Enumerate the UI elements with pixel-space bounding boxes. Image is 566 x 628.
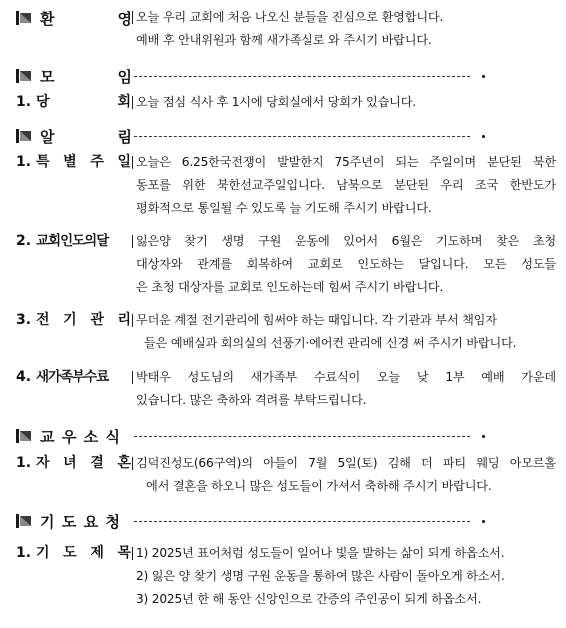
flag-bullet-icon	[16, 129, 32, 143]
item-label: 특 별 주 일	[36, 154, 131, 170]
text-line: 있습니다. 많은 축하와 격려를 부탁드립니다.	[136, 393, 367, 407]
item-number: 1.	[16, 545, 32, 561]
section-divider-line	[134, 136, 470, 137]
item-number: 1.	[16, 154, 32, 170]
section-divider-dot	[482, 135, 485, 138]
flag-bullet-icon	[16, 514, 32, 528]
item-text	[136, 230, 556, 299]
text-line: 1) 2025년 표어처럼 성도들이 일어나 빛을 발하는 삶이 되게 하옵소서.	[136, 546, 505, 560]
item-text	[136, 366, 556, 412]
item-number: 1.	[16, 94, 32, 110]
text-line: 박태우 성도님의 새가족부 수료식이 오늘 낮 1부 예배 가운데	[136, 370, 556, 384]
text-line: 오늘 점심 식사 후 1시에 당회실에서 당회가 있습니다.	[136, 95, 416, 109]
section-divider-dot	[482, 75, 485, 78]
text-line: 동포를 위한 북한선교주일입니다. 남북으로 분단된 우리 조국 한반도가	[136, 178, 556, 192]
separator-bar	[132, 235, 133, 248]
text-line: 대상자와 관계를 회복하여 교회로 인도하는 달입니다. 모든 성도들	[136, 257, 556, 271]
welcome-text	[136, 6, 556, 52]
item-number: 2.	[16, 233, 32, 249]
section-divider-line	[134, 76, 470, 77]
flag-bullet-icon	[16, 429, 32, 443]
section-welcome-header	[16, 8, 132, 28]
section-divider-dot	[482, 520, 485, 523]
item-number: 3.	[16, 312, 32, 328]
section-welcome-title: 환 영	[40, 9, 132, 28]
item-label: 새가족부수료	[36, 369, 109, 385]
separator-bar	[132, 96, 133, 109]
item-text	[136, 542, 556, 611]
text-line: 예배 후 안내위원과 함께 새가족실로 와 주시기 바랍니다.	[136, 33, 432, 47]
text-line: 은 초청 대상자를 교회로 인도하는데 힘써 주시기 바랍니다.	[136, 280, 444, 294]
item-label: 기 도 제 목	[36, 545, 131, 561]
text-line: 잃은양 찾기 생명 구원 운동에 있어서 6월은 기도하며 찾은 초청	[136, 234, 556, 248]
item-text	[136, 309, 556, 355]
separator-bar	[132, 371, 133, 384]
section-prayer-title: 기 도 요 청	[40, 512, 120, 531]
flag-bullet-icon	[16, 11, 32, 25]
text-line: 무더운 계절 전기관리에 힘써야 하는 때입니다. 각 기관과 부서 책임자	[136, 313, 497, 327]
item-text	[136, 452, 556, 498]
text-line: 오늘 우리 교회에 처음 나오신 분들을 진심으로 환영합니다.	[136, 10, 444, 24]
section-notice-title: 알 림	[40, 127, 132, 146]
item-label: 자 녀 결 혼	[36, 455, 131, 471]
separator-bar	[132, 457, 133, 470]
item-label: 당 회	[36, 94, 131, 110]
item-label: 전 기 관 리	[36, 312, 131, 328]
flag-bullet-icon	[16, 69, 32, 83]
text-line: 에서 결혼을 하오니 많은 성도들이 가셔서 축하해 주시기 바랍니다.	[146, 479, 492, 493]
item-label: 교회인도의달	[36, 233, 109, 249]
section-church-news-title: 교 우 소 식	[40, 427, 120, 446]
section-meeting-title: 모 임	[40, 67, 132, 86]
text-line: 오늘은 6.25한국전쟁이 발발한지 75주년이 되는 주일이며 분단된 북한	[136, 155, 556, 169]
text-line: 평화적으로 통일될 수 있도록 늘 기도해 주시기 바랍니다.	[136, 201, 432, 215]
text-line: 들은 예배실과 회의실의 선풍기·에어컨 관리에 신경 써 주시기 바랍니다.	[144, 336, 517, 350]
item-number: 4.	[16, 369, 32, 385]
section-church-news-header	[16, 426, 120, 446]
item-number: 1.	[16, 455, 32, 471]
separator-bar	[132, 547, 133, 560]
section-divider-dot	[482, 435, 485, 438]
separator-bar	[132, 314, 133, 327]
text-line: 3) 2025년 한 해 동안 신앙인으로 간증의 주인공이 되게 하옵소서.	[136, 592, 482, 606]
section-divider-line	[134, 521, 470, 522]
separator-bar	[132, 156, 133, 169]
section-prayer-header	[16, 511, 120, 531]
section-notice-header	[16, 126, 132, 146]
item-text	[136, 91, 556, 114]
item-text	[136, 151, 556, 220]
separator-bar	[132, 11, 133, 24]
section-divider-line	[134, 436, 470, 437]
text-line: 2) 잃은 양 찾기 생명 구원 운동을 통하여 많은 사람이 돌아오게 하소서.	[136, 569, 505, 583]
text-line: 김덕진성도(66구역)의 아들이 7월 5일(토) 김해 더 파티 웨딩 아모르홀	[136, 456, 556, 470]
